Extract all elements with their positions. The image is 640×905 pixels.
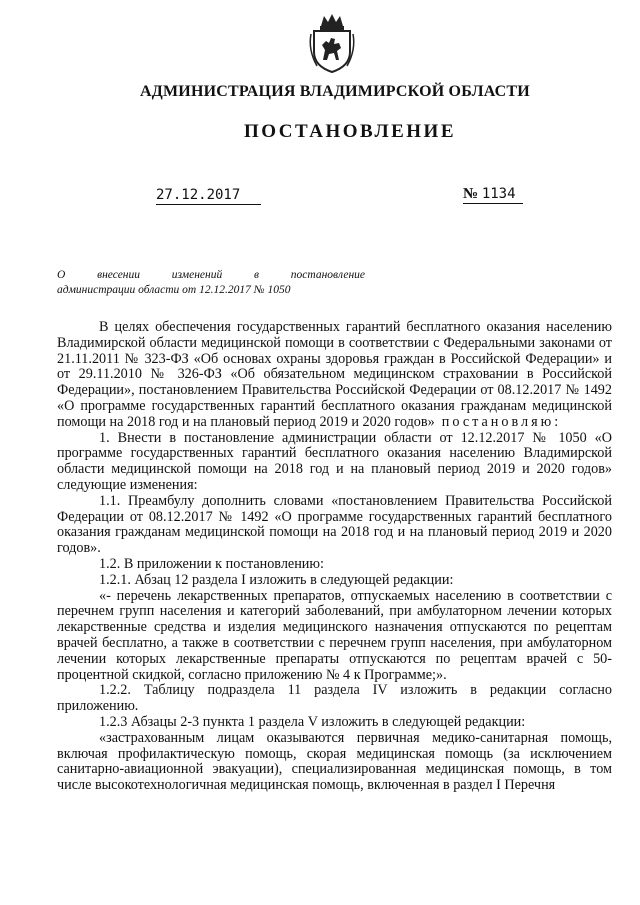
decree-word: постановляю: bbox=[441, 413, 562, 430]
coat-of-arms-icon bbox=[307, 12, 357, 74]
quote-paragraph-1: «- перечень лекарственных препаратов, отпускаемых населению в соответствии с перечнем групп населения и категорий заболеваний, при амбулаторном лечении которых лекарственные средства и изделия медицинского назначения отпускаются по рецептам врачей бесплатно, а также в соответствии с перечнем групп населения, при амбулаторном лечении которых лекарственные препараты отпускаются по рецептам врачей с 50-процентной скидкой, согласно приложению № 4 к Программе;». bbox=[57, 587, 612, 683]
document-subject bbox=[57, 268, 365, 298]
quote-paragraph-2: «застрахованным лицам оказываются первичная медико-санитарная помощь, включая профилактическую помощь, скорая медицинская помощь (за исключением санитарно-авиационной эвакуации), специализированная медицинская помощь, в том числе высокотехнологичная медицинская помощь, включенная в раздел I Перечня bbox=[57, 729, 612, 794]
document-body bbox=[57, 320, 612, 794]
number-prefix: № bbox=[463, 186, 479, 202]
subject-line-2: администрации области от 12.12.2017 № 1050 bbox=[57, 284, 291, 296]
paragraph-1-2-3: 1.2.3 Абзацы 2-3 пункта 1 раздела V изложить в следующей редакции: bbox=[99, 713, 526, 730]
document-type-title: ПОСТАНОВЛЕНИЕ bbox=[243, 121, 457, 142]
preamble-text: В целях обеспечения государственных гарантий бесплатного оказания населению Владимирской области медицинской помощи в соответствии с Федеральными законами от 21.11.2011 № 323-ФЗ «Об основах охраны здоровья граждан в Российской Федерации» и от 29.11.2010 № 326-ФЗ «Об обязательном медицинском страховании в Российской Федерации», постановлением Правительства Российской Федерации от 08.12.2017 № 1492 «О программе государственных гарантий бесплатного оказания гражданам медицинской помощи на 2018 год и на плановый период 2019 и 2020 годов» bbox=[57, 319, 612, 430]
paragraph-1-2: 1.2. В приложении к постановлению: bbox=[99, 555, 324, 572]
document-number bbox=[463, 186, 523, 204]
subject-line-1: О внесении изменений в постановление bbox=[57, 269, 365, 281]
paragraph-1: 1. Внести в постановление администрации области от 12.12.2017 № 1050 «О программе государственных гарантий бесплатного оказания населению Владимирской области медицинской помощи на 2018 год и на плановый период 2019 и 2020 годов» следующие изменения: bbox=[57, 429, 612, 493]
paragraph-1-2-1: 1.2.1. Абзац 12 раздела I изложить в следующей редакции: bbox=[99, 571, 454, 588]
preamble-paragraph bbox=[57, 320, 612, 431]
paragraph-1-2-2: 1.2.2. Таблицу подраздела 11 раздела IV изложить в редакции согласно приложению. bbox=[57, 682, 612, 715]
paragraph-1-1: 1.1. Преамбулу дополнить словами «постановлением Правительства Российской Федерации от 08.12.2017 № 1492 «О программе государственных гарантий бесплатного оказания гражданам медицинской помощи на 2018 год и на плановый период 2019 и 2020 годов». bbox=[57, 492, 612, 557]
organization-title: АДМИНИСТРАЦИЯ ВЛАДИМИРСКОЙ ОБЛАСТИ bbox=[140, 83, 530, 100]
document-date: 27.12.2017 bbox=[156, 187, 261, 205]
number-value: 1134 bbox=[481, 186, 516, 202]
